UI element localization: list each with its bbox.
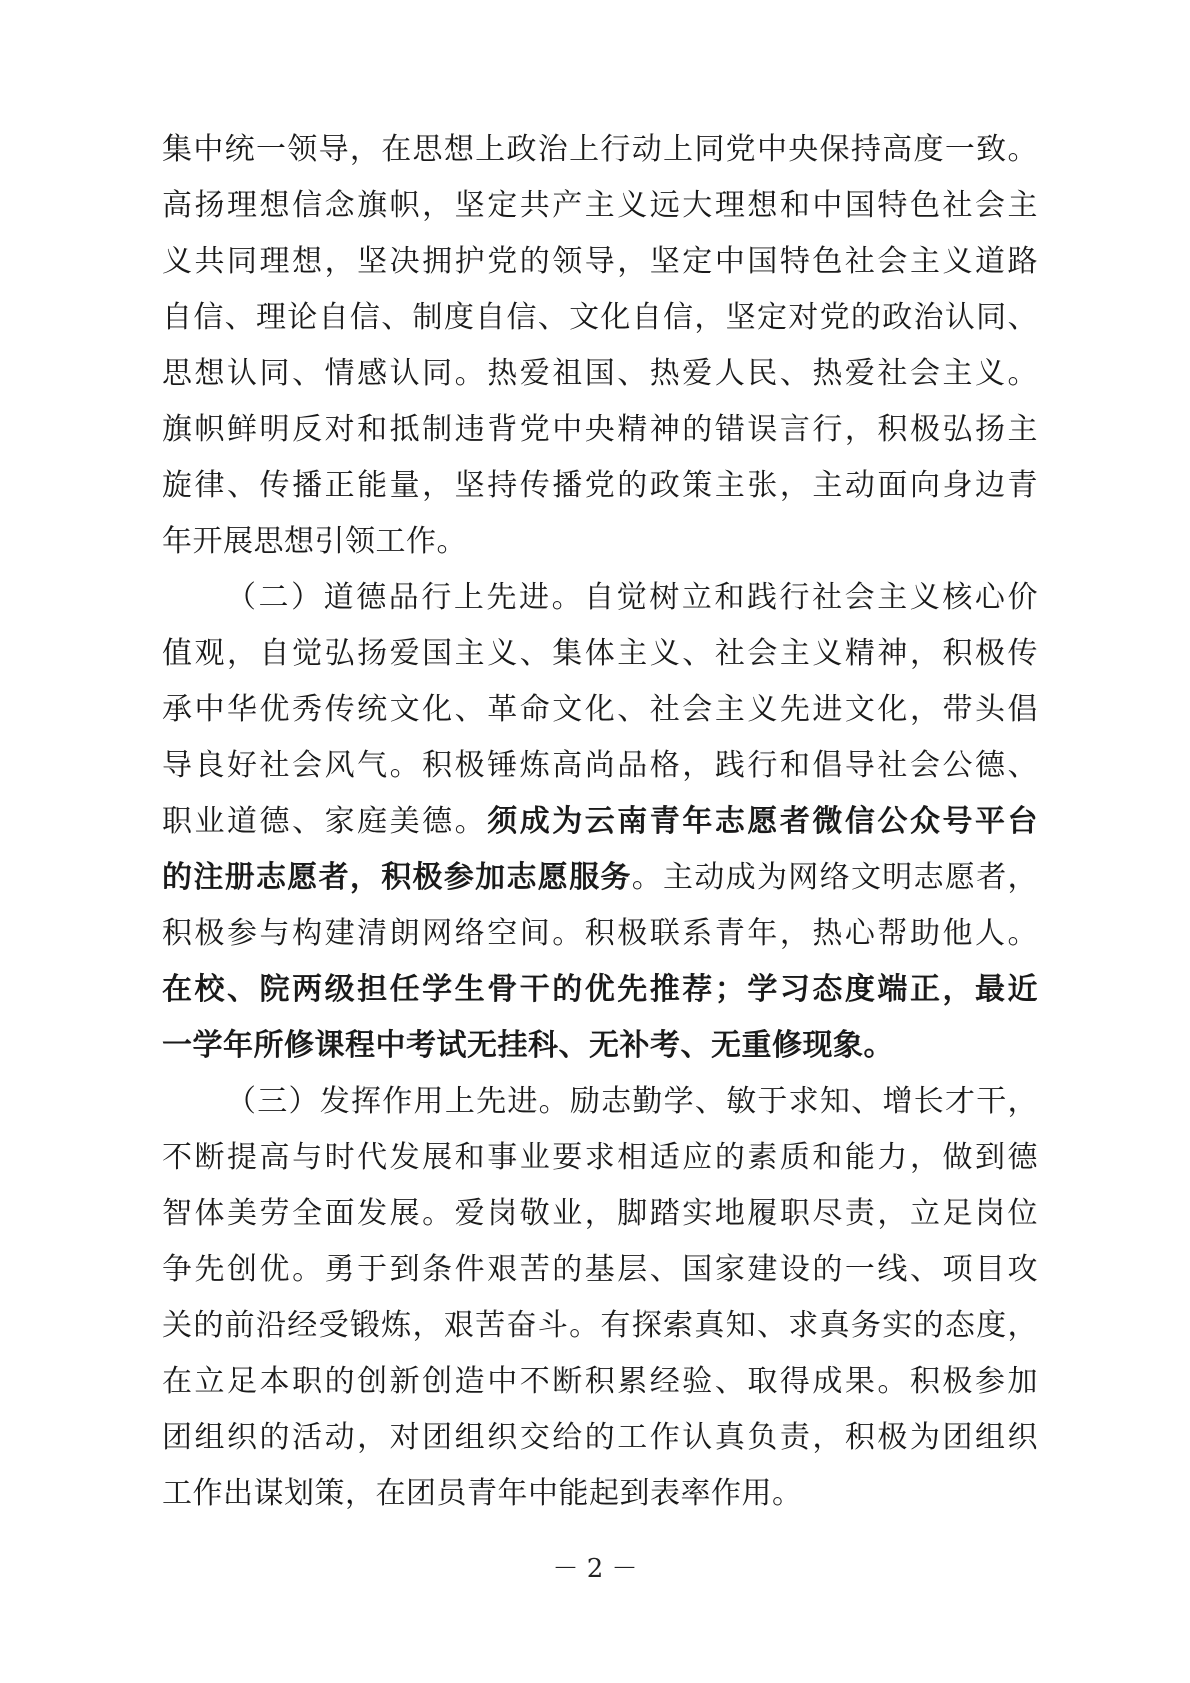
text-run: （三）发挥作用上先进。励志勤学、敏于求知、增长才干， <box>226 1084 1038 1119</box>
text-run: 团组织的活动，对团组织交给的工作认真负责，积极为团组织 <box>162 1420 1038 1455</box>
text-line <box>162 1298 1038 1354</box>
text-line <box>162 794 1038 850</box>
paragraph-3 <box>162 1074 1038 1522</box>
text-run: 思想认同、情感认同。热爱祖国、热爱人民、热爱社会主义。 <box>162 356 1038 391</box>
text-line <box>162 402 1038 458</box>
bold-text-run: 的注册志愿者，积极参加志愿服务 <box>162 860 632 895</box>
bold-text-run: 在校、院两级担任学生骨干的优先推荐；学习态度端正，最近 <box>162 972 1038 1007</box>
text-line <box>162 122 1038 178</box>
text-line <box>162 178 1038 234</box>
text-run: 承中华优秀传统文化、革命文化、社会主义先进文化，带头倡 <box>162 692 1038 727</box>
text-line <box>162 1130 1038 1186</box>
page-number: － 2 － <box>552 1554 638 1584</box>
text-line <box>162 346 1038 402</box>
text-run: 智体美劳全面发展。爱岗敬业，脚踏实地履职尽责，立足岗位 <box>162 1196 1038 1231</box>
text-run: 年开展思想引领工作。 <box>162 524 467 559</box>
text-run: 值观，自觉弘扬爱国主义、集体主义、社会主义精神，积极传 <box>162 636 1038 671</box>
text-line <box>162 906 1038 962</box>
bold-text-run: 一学年所修课程中考试无挂科、无补考、无重修现象。 <box>162 1028 894 1063</box>
text-run: 旋律、传播正能量，坚持传播党的政策主张，主动面向身边青 <box>162 468 1038 503</box>
text-line <box>162 1242 1038 1298</box>
paragraph-1 <box>162 122 1038 570</box>
text-line <box>162 626 1038 682</box>
text-run: 职业道德、家庭美德。 <box>162 804 488 839</box>
text-line <box>162 962 1038 1018</box>
text-run: 不断提高与时代发展和事业要求相适应的素质和能力，做到德 <box>162 1140 1038 1175</box>
text-line <box>162 682 1038 738</box>
paragraph-2 <box>162 570 1038 1074</box>
text-run: 在立足本职的创新创造中不断积累经验、取得成果。积极参加 <box>162 1364 1038 1399</box>
text-line <box>162 234 1038 290</box>
section-heading-line <box>162 570 1038 626</box>
section-heading-line <box>162 1074 1038 1130</box>
bold-text-run: 须成为云南青年志愿者微信公众号平台 <box>487 804 1039 839</box>
text-run: 。主动成为网络文明志愿者， <box>631 860 1039 895</box>
text-run: 争先创优。勇于到条件艰苦的基层、国家建设的一线、项目攻 <box>162 1252 1038 1287</box>
text-run: 高扬理想信念旗帜，坚定共产主义远大理想和中国特色社会主 <box>162 188 1038 223</box>
text-run: 关的前沿经受锻炼，艰苦奋斗。有探索真知、求真务实的态度， <box>162 1308 1038 1343</box>
text-line <box>162 1354 1038 1410</box>
text-line <box>162 1466 1038 1522</box>
text-run: 导良好社会风气。积极锤炼高尚品格，践行和倡导社会公德、 <box>162 748 1038 783</box>
text-line <box>162 458 1038 514</box>
text-line <box>162 850 1038 906</box>
text-run: 集中统一领导，在思想上政治上行动上同党中央保持高度一致。 <box>162 132 1038 167</box>
text-line <box>162 514 1038 570</box>
text-run: 自信、理论自信、制度自信、文化自信，坚定对党的政治认同、 <box>162 300 1038 335</box>
text-run: 旗帜鲜明反对和抵制违背党中央精神的错误言行，积极弘扬主 <box>162 412 1038 447</box>
text-line <box>162 1186 1038 1242</box>
text-run: 义共同理想，坚决拥护党的领导，坚定中国特色社会主义道路 <box>162 244 1038 279</box>
text-run: 积极参与构建清朗网络空间。积极联系青年，热心帮助他人。 <box>162 916 1038 951</box>
text-run: （二）道德品行上先进。自觉树立和践行社会主义核心价 <box>226 580 1038 615</box>
text-line <box>162 290 1038 346</box>
text-run: 工作出谋划策，在团员青年中能起到表率作用。 <box>162 1476 803 1511</box>
text-line <box>162 1410 1038 1466</box>
document-body <box>162 122 1038 1522</box>
text-line <box>162 1018 1038 1074</box>
text-line <box>162 738 1038 794</box>
